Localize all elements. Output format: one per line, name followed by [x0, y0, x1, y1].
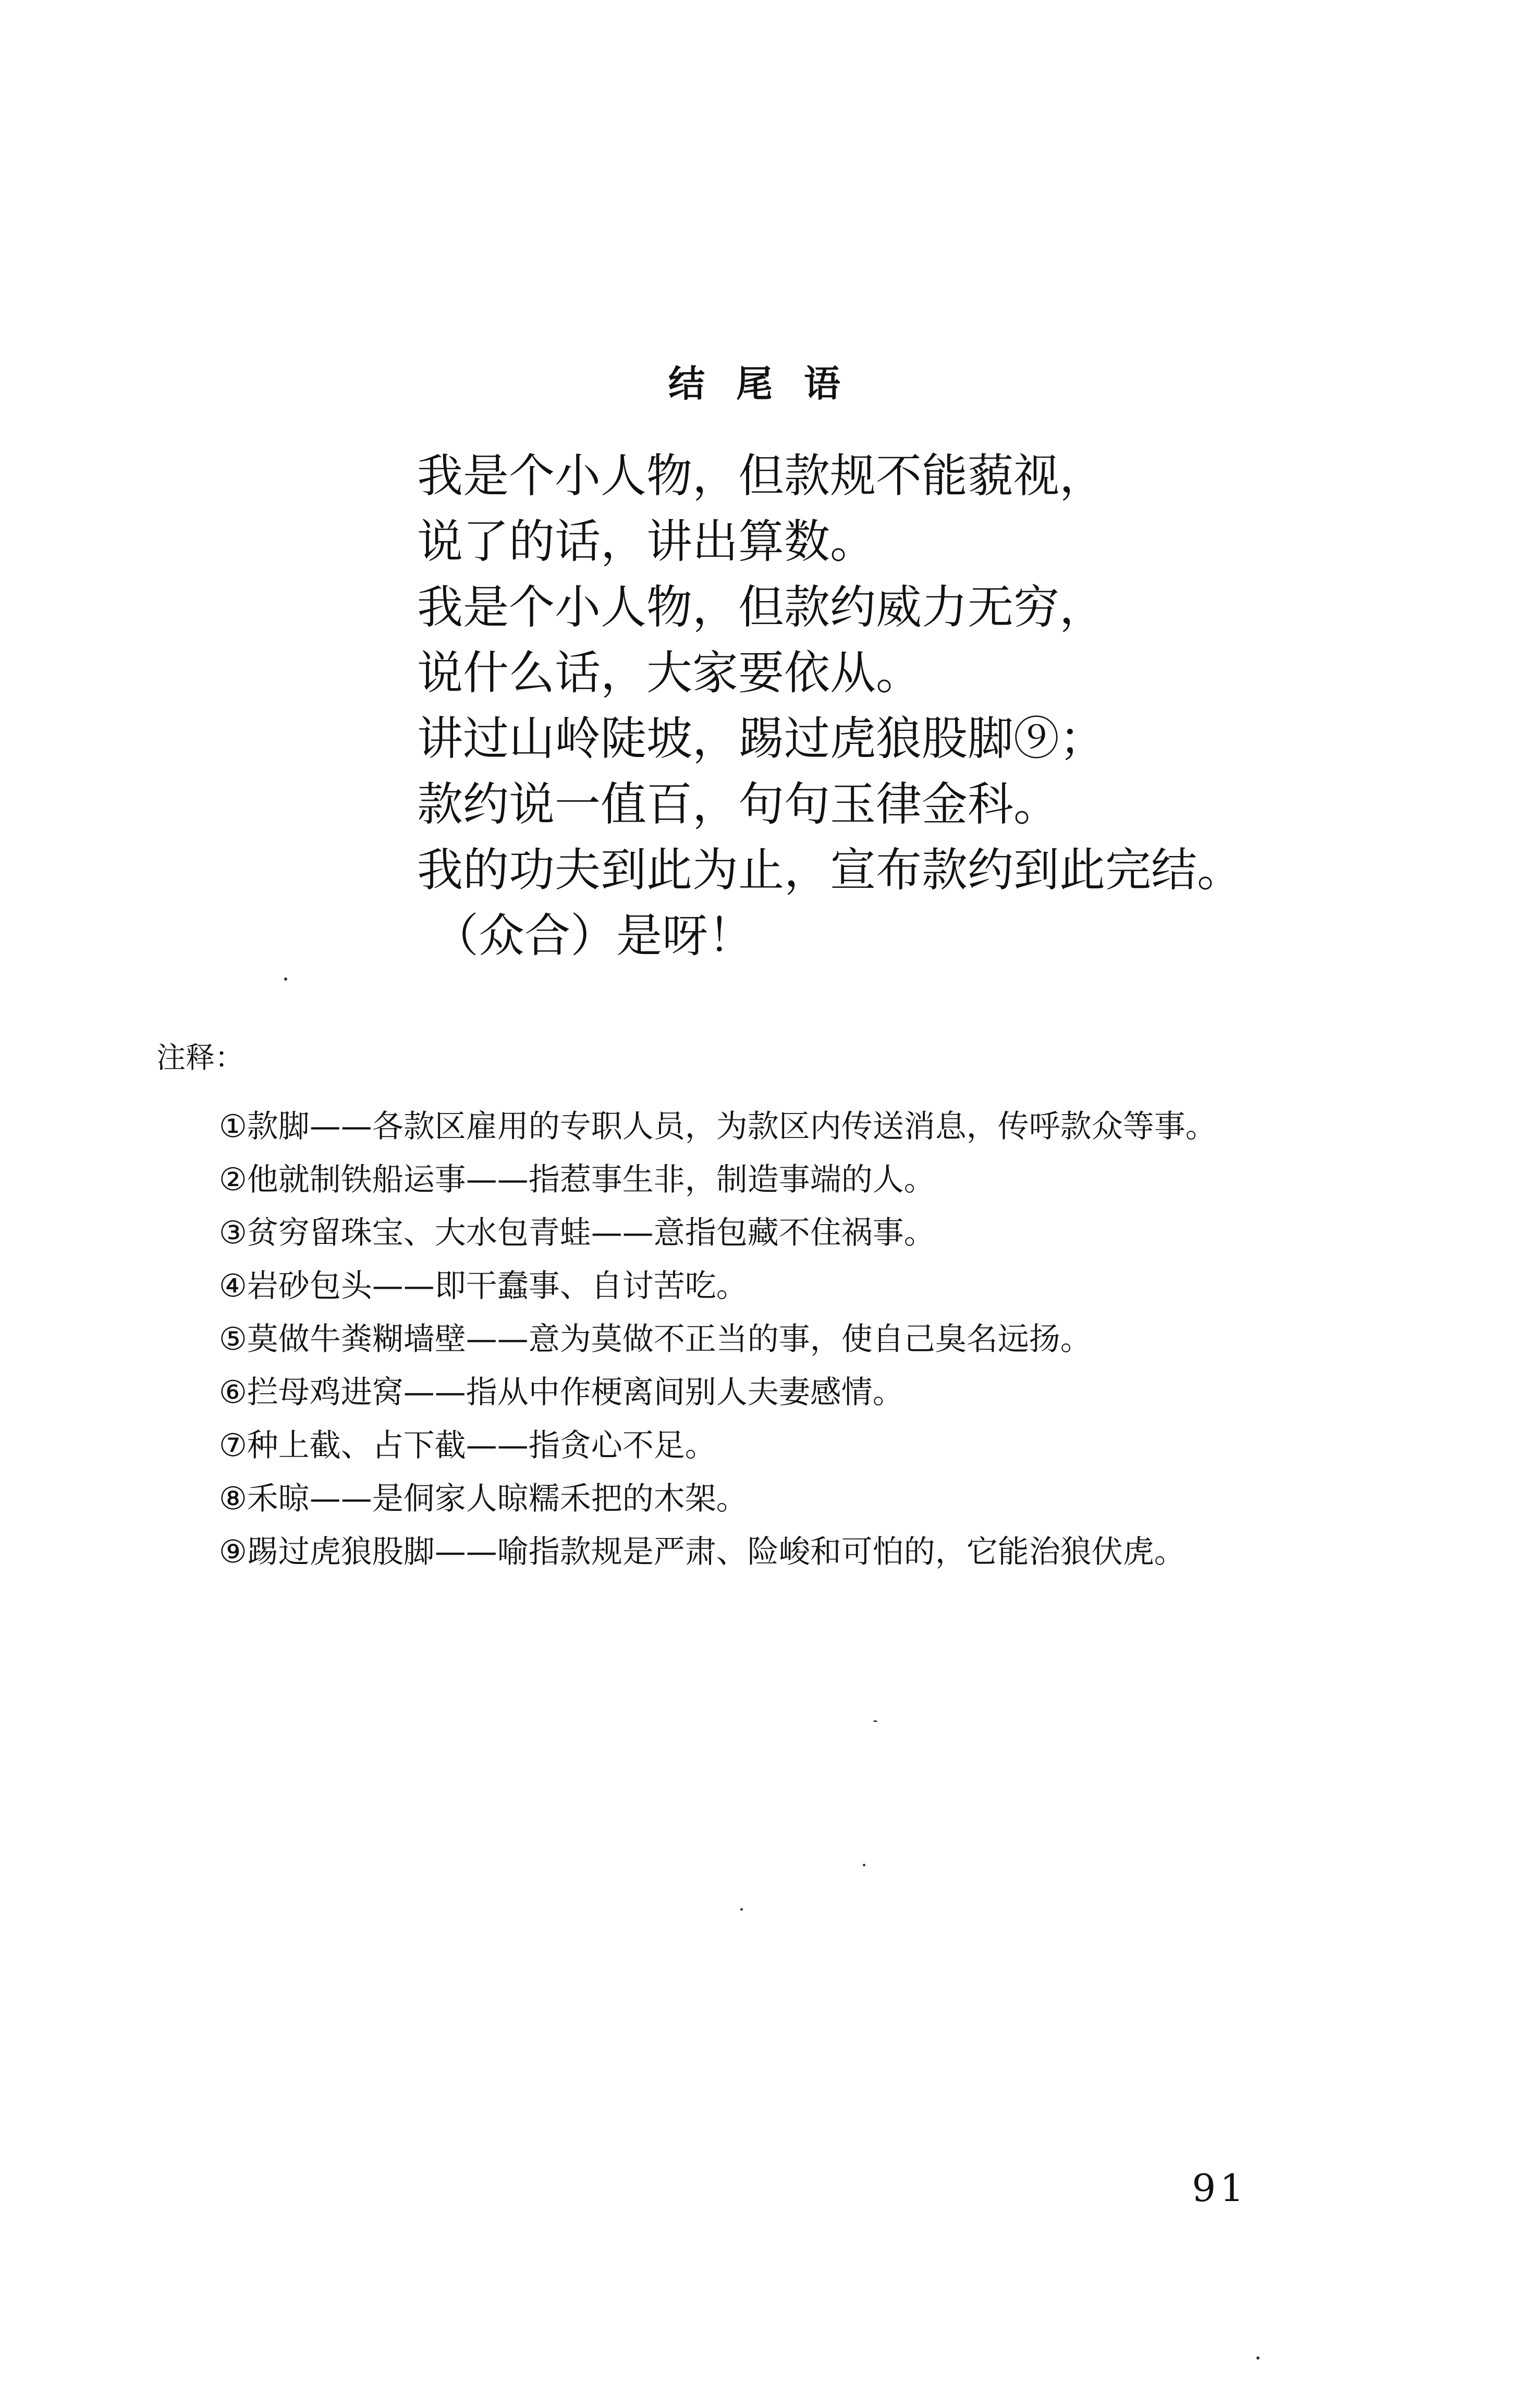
note-item: ⑥拦母鸡进窝——指从中作梗离间别人夫妻感情。: [219, 1374, 904, 1411]
poem-line: 我是个小人物，但款规不能藐视，: [417, 449, 1106, 503]
scan-speck: [740, 1908, 743, 1911]
poem-line: 说了的话，讲出算数。: [417, 515, 876, 568]
poem-block: [417, 443, 1460, 969]
note-item: ⑧禾晾——是侗家人晾糯禾把的木架。: [219, 1481, 748, 1517]
page-title: 结尾语: [668, 362, 872, 405]
note-item: ⑤莫做牛粪糊墙壁——意为莫做不正当的事，使自己臭名远扬。: [219, 1321, 1092, 1358]
note-item: ⑨踢过虎狼股脚——喻指款规是严肃、险峻和可怕的，它能治狼伏虎。: [219, 1534, 1185, 1570]
poem-line: （众合）是呀！: [433, 909, 754, 962]
note-item: ②他就制铁船运事——指惹事生非，制造事端的人。: [219, 1162, 935, 1198]
note-item: ④岩砂包头——即干蠢事、自讨苦吃。: [219, 1268, 748, 1304]
note-item: ①款脚——各款区雇用的专职人员，为款区内传送消息，传呼款众等事。: [219, 1108, 1217, 1145]
notes-list: [219, 1100, 1470, 1579]
page-number: 91: [1192, 2166, 1248, 2210]
scan-speck: [863, 1864, 865, 1866]
scan-speck: [1256, 2356, 1260, 2360]
note-item: ③贫穷留珠宝、大水包青蛙——意指包藏不住祸事。: [219, 1215, 935, 1251]
note-item: ⑦种上截、占下截——指贪心不足。: [219, 1427, 716, 1464]
notes-heading: 注释：: [156, 1041, 244, 1075]
poem-line: 说什么话，大家要依从。: [417, 646, 922, 700]
scan-speck: [873, 1720, 877, 1722]
poem-line: 我的功夫到此为止，宣布款约到此完结。: [417, 843, 1243, 897]
poem-line: 讲过山岭陡坡，踢过虎狼股脚⑨；: [417, 712, 1106, 765]
scan-speck: [284, 977, 287, 981]
poem-line: 我是个小人物，但款约威力无穷，: [417, 580, 1106, 634]
poem-line: 款约说一值百，句句玉律金科。: [417, 777, 1060, 831]
